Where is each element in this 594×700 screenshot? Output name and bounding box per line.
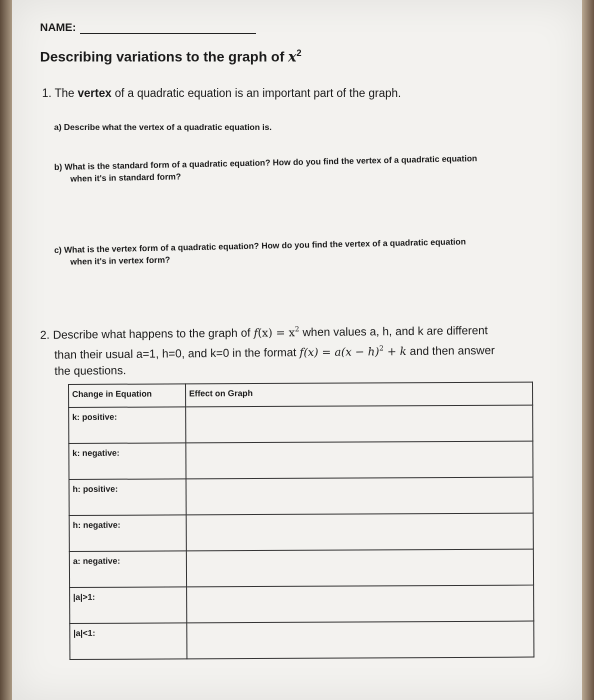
- question-2-l2-pre: than their usual a=1, h=0, and k=0 in the format: [54, 346, 300, 362]
- question-2-l2-plus: + k: [383, 344, 407, 359]
- header-change: Change in Equation: [69, 384, 186, 408]
- change-cell: h: negative:: [69, 515, 186, 552]
- question-2-line3: the questions.: [54, 364, 127, 378]
- header-effect: Effect on Graph: [186, 382, 533, 407]
- question-2-l2-exp: 2: [379, 344, 384, 353]
- table-row: [70, 585, 534, 623]
- effect-cell[interactable]: [187, 585, 534, 623]
- name-row: [40, 22, 256, 34]
- question-2: [40, 319, 551, 380]
- name-blank[interactable]: [80, 23, 256, 34]
- effect-cell[interactable]: [187, 621, 534, 659]
- effect-cell[interactable]: [186, 477, 533, 515]
- effect-cell[interactable]: [186, 549, 533, 587]
- page-title: [40, 48, 302, 66]
- question-1a: [54, 121, 272, 133]
- question-1c-line2: when it's in vertex form?: [70, 254, 171, 267]
- change-cell: k: negative:: [69, 443, 186, 480]
- question-1-number: 1.: [42, 88, 52, 100]
- question-2-l1-pre: Describe what happens to the graph of: [52, 327, 254, 342]
- question-1b-line2: when it's in standard form?: [70, 171, 182, 184]
- title-text: Describing variations to the graph of: [40, 48, 289, 65]
- question-2-l1-f: f: [253, 326, 258, 340]
- question-2-l2-formula: f(x) = a(x − h): [299, 345, 380, 359]
- effect-cell[interactable]: [186, 405, 533, 443]
- question-1-post: of a quadratic equation is an important part of the graph.: [111, 88, 402, 100]
- question-1a-text: a) Describe what the vertex of a quadratic equation is.: [54, 122, 272, 132]
- change-cell: |a|>1:: [70, 587, 187, 624]
- question-1c-line1: c) What is the vertex form of a quadratic equation? How do you find the vertex of a quadratic equation: [54, 236, 466, 255]
- table-row: [69, 405, 533, 443]
- question-1c: [54, 234, 554, 268]
- table-row: [70, 621, 534, 659]
- title-exponent: 2: [296, 48, 302, 58]
- question-1: [42, 88, 401, 100]
- change-cell: h: positive:: [69, 479, 186, 516]
- table-row: [69, 513, 533, 551]
- table-row: [69, 549, 533, 587]
- title-variable: x: [288, 49, 297, 66]
- change-cell: |a|<1:: [70, 623, 187, 660]
- effect-cell[interactable]: [186, 441, 533, 479]
- question-1b: [54, 151, 554, 185]
- effect-cell[interactable]: [186, 513, 533, 551]
- table-header-row: [69, 382, 533, 407]
- table-row: [69, 441, 533, 479]
- change-cell: k: positive:: [69, 407, 186, 444]
- question-2-number: 2.: [40, 329, 50, 342]
- question-1-keyword: vertex: [77, 88, 112, 100]
- worksheet-page: [12, 0, 582, 700]
- question-2-l1-post: when values a, h, and k are different: [299, 325, 488, 340]
- change-cell: a: negative:: [69, 551, 186, 588]
- name-label: NAME:: [40, 22, 77, 34]
- table-row: [69, 477, 533, 515]
- photo-edge-right: [582, 0, 594, 700]
- question-2-l1-exp: 2: [294, 325, 300, 334]
- question-2-l1-mid: (x) = x: [257, 326, 296, 340]
- answer-table: [68, 382, 534, 660]
- question-1-pre: The: [54, 88, 78, 100]
- question-1b-line1: b) What is the standard form of a quadratic equation? How do you find the vertex of a quadratic equation: [54, 153, 478, 172]
- question-2-l2-post: and then answer: [406, 344, 495, 358]
